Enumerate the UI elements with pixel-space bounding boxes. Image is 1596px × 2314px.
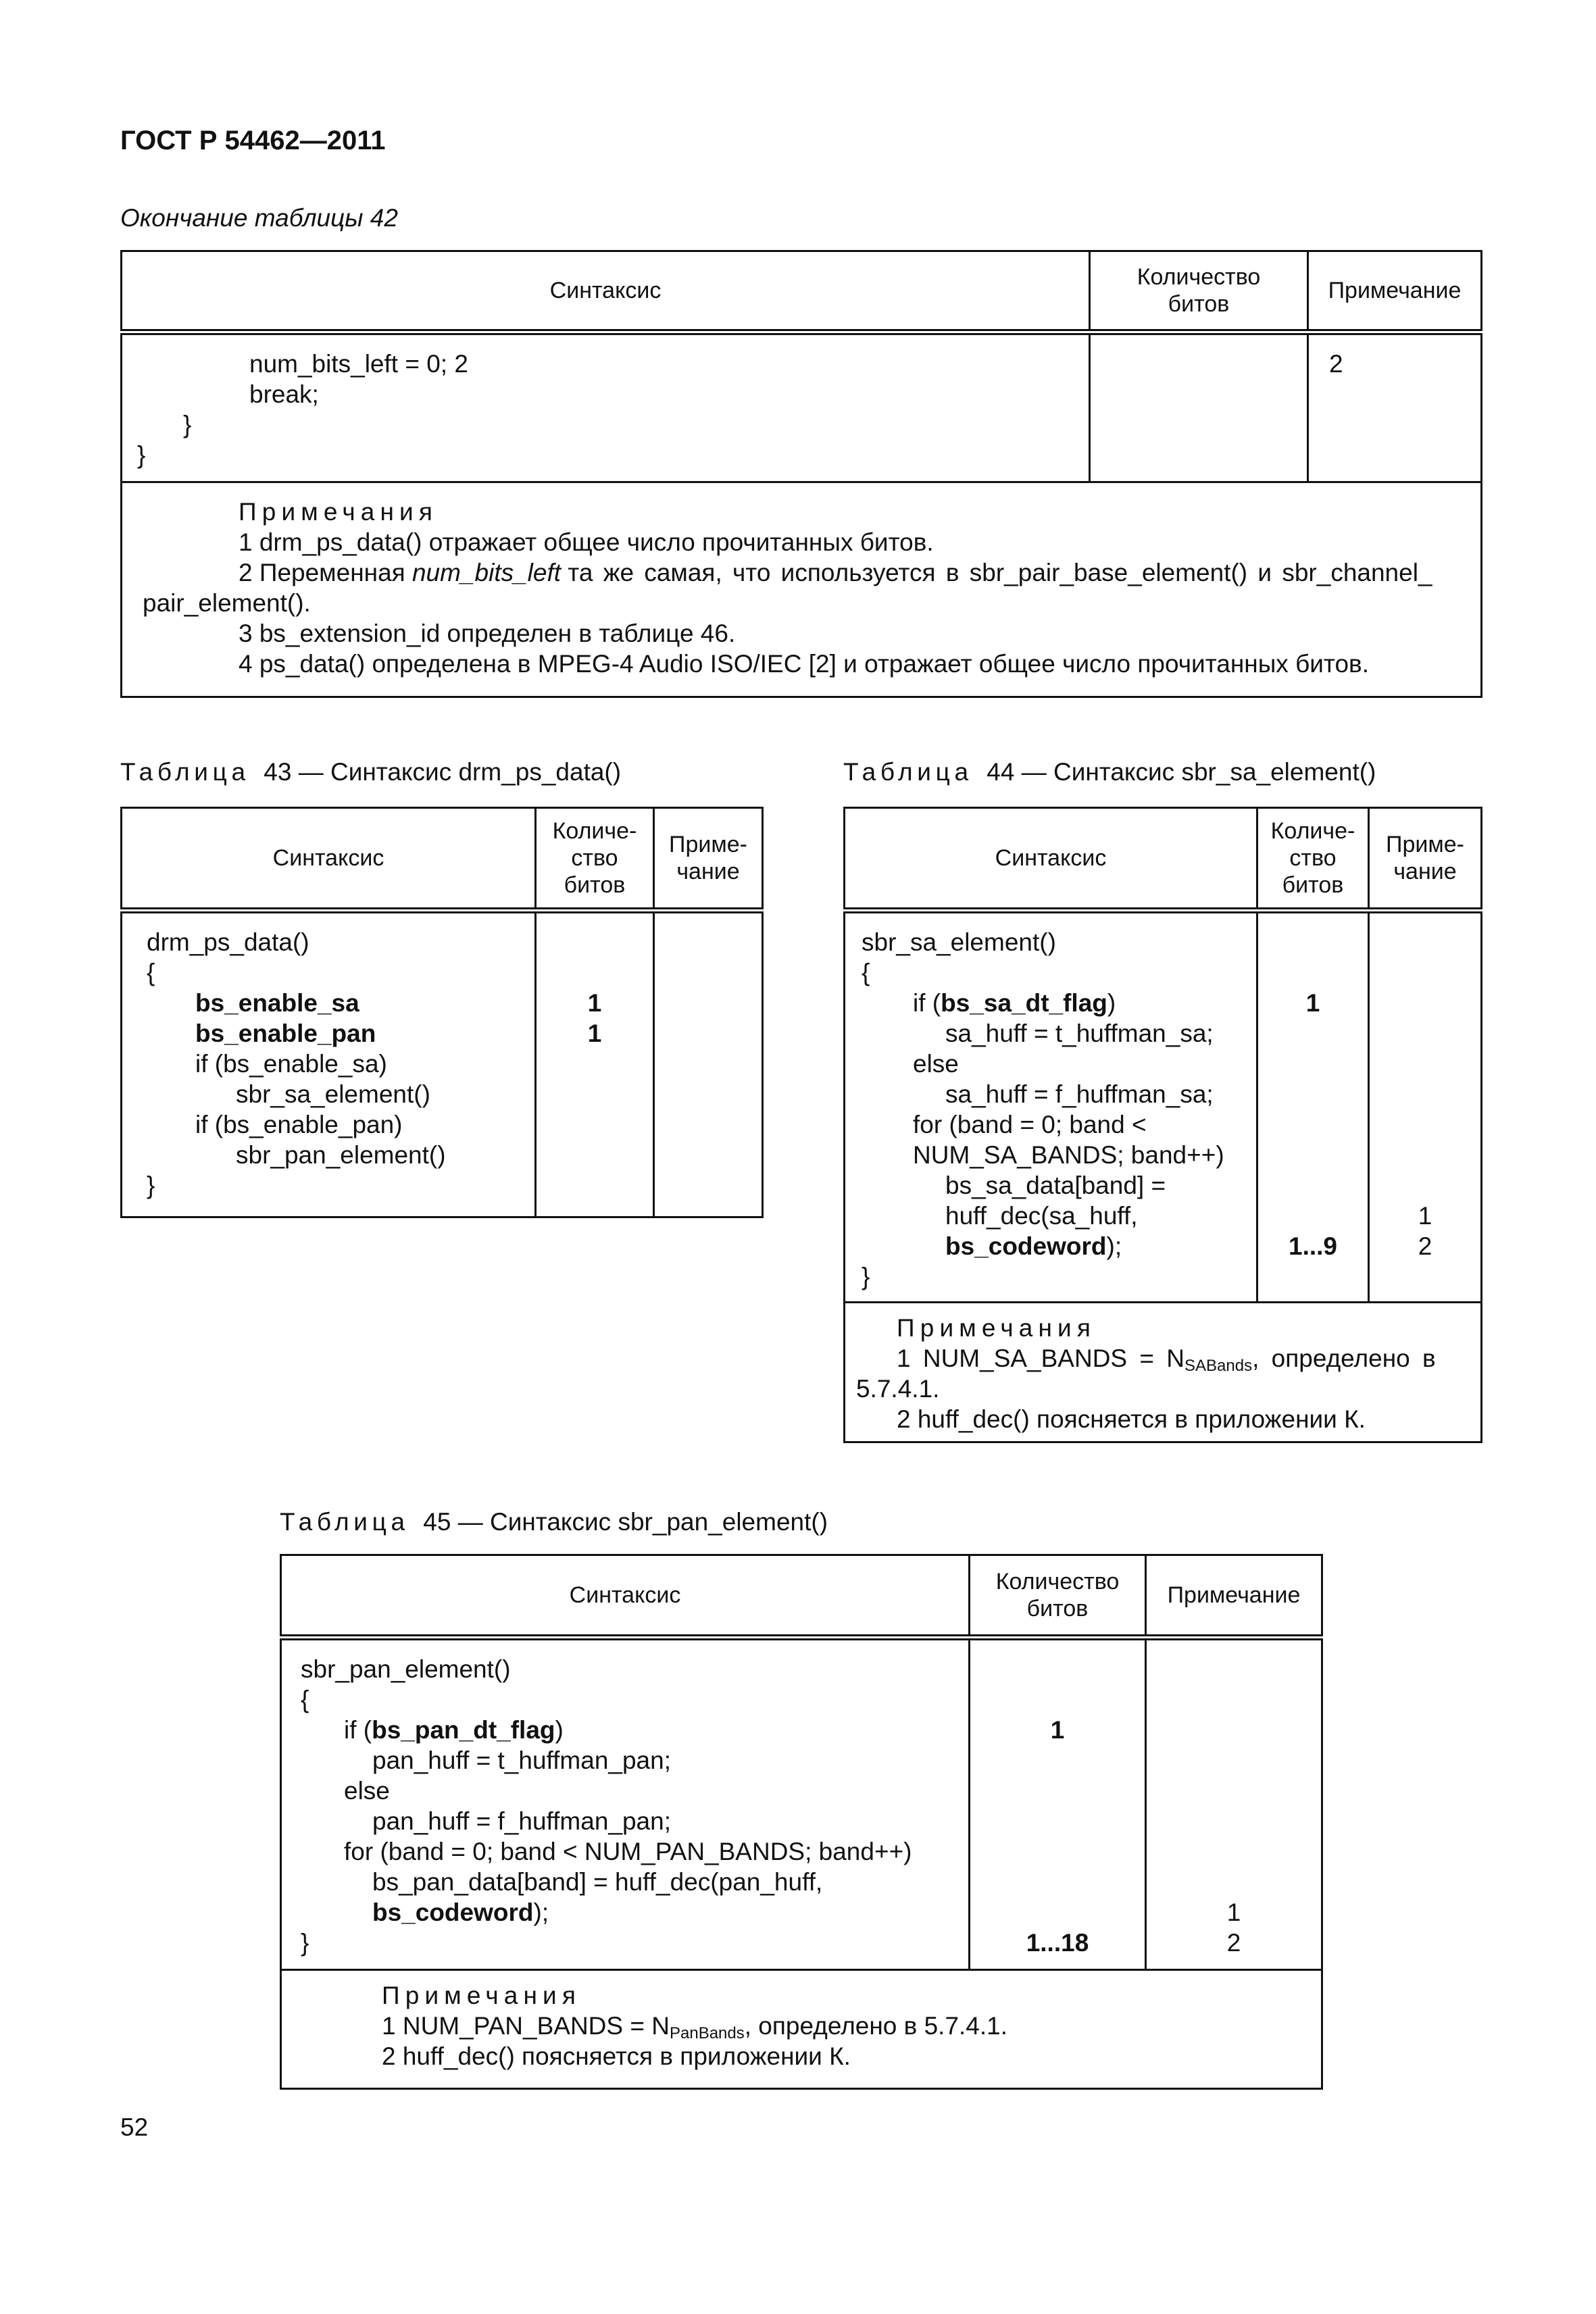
table42-caption: Окончание таблицы 42	[120, 204, 398, 232]
code-text: );	[533, 1898, 549, 1926]
col-header-note: Примечание	[1146, 1555, 1322, 1638]
col-header-syntax: Синтаксис	[845, 808, 1257, 911]
code-line: if (bs_enable_sa)	[195, 1050, 387, 1078]
code-line: else	[344, 1777, 390, 1805]
caption-text: 43 — Синтаксис drm_ps_data()	[264, 758, 622, 786]
code-line: }	[301, 1929, 309, 1957]
table43-caption	[120, 758, 621, 786]
note-subscript: SABands	[1184, 1357, 1253, 1375]
syntax-cell	[122, 332, 1090, 482]
code-keyword: bs_codeword	[372, 1898, 534, 1926]
code-line: sa_huff = t_huffman_sa;	[945, 1020, 1214, 1047]
note-line: 5.7.4.1.	[856, 1375, 940, 1403]
code-line: if (bs_enable_pan)	[195, 1111, 403, 1138]
code-line: num_bits_left = 0; 2	[249, 350, 468, 378]
code-line: sbr_sa_element()	[862, 928, 1056, 956]
note-line	[302, 2011, 1301, 2041]
caption-prefix: Таблица	[280, 1508, 409, 1536]
code-line: break;	[249, 380, 319, 408]
code-line: bs_sa_data[band] =	[945, 1172, 1166, 1199]
bits-value: 1	[1050, 1716, 1065, 1744]
page-number: 52	[120, 2113, 149, 2141]
bits-value: 1	[587, 1020, 602, 1047]
code-keyword: bs_codeword	[945, 1232, 1107, 1260]
code-text: );	[1106, 1232, 1122, 1260]
code-line: sbr_sa_element()	[236, 1080, 430, 1108]
note-line: 4 ps_data() определена в MPEG-4 Audio ISO/IEC [2] и отражает общее число прочитанных битов.	[239, 650, 1369, 678]
bits-cell	[536, 911, 654, 1217]
code-text: )	[555, 1716, 564, 1744]
code-line	[282, 1715, 968, 1745]
notes-title: Примечания	[897, 1314, 1097, 1342]
note-line: 1 drm_ps_data() отражает общее число прочитанных битов.	[239, 528, 934, 556]
code-line: }	[862, 1263, 870, 1290]
bits-cell	[1090, 332, 1308, 482]
note-line: pair_element().	[143, 589, 311, 617]
note-cell	[654, 911, 763, 1217]
col-header-note: Приме- чание	[1369, 808, 1482, 911]
code-line: {	[862, 959, 870, 986]
syntax-cell	[281, 1638, 970, 1970]
code-line: {	[147, 959, 155, 986]
code-line: drm_ps_data()	[147, 928, 309, 956]
caption-prefix: Таблица	[120, 758, 250, 786]
note-text: 2 Переменная	[239, 559, 405, 586]
code-line	[845, 988, 1256, 1018]
code-line: }	[147, 1172, 155, 1199]
col-header-note: Приме- чание	[654, 808, 763, 911]
code-text: if (	[344, 1716, 372, 1744]
note-line	[143, 557, 1460, 588]
col-header-bits-text: Количество битов	[1137, 264, 1261, 317]
bits-value: 1...18	[1026, 1929, 1089, 1957]
notes-title: Примечания	[382, 1982, 582, 2009]
note-variable: num_bits_left	[412, 559, 562, 586]
code-line: {	[301, 1686, 309, 1713]
caption-prefix: Таблица	[843, 758, 973, 786]
code-text: if (	[913, 989, 941, 1017]
code-line	[282, 1897, 968, 1928]
syntax-cell	[845, 911, 1257, 1303]
col-header-bits	[1090, 251, 1308, 332]
col-header-syntax: Синтаксис	[281, 1555, 970, 1638]
note-line: 3 bs_extension_id определен в таблице 46.	[239, 620, 736, 647]
note-ref: 2	[1329, 350, 1343, 378]
notes-title: Примечания	[239, 498, 439, 526]
code-line: for (band = 0; band < NUM_PAN_BANDS; band++)	[344, 1838, 912, 1865]
notes-cell	[845, 1303, 1482, 1442]
note-line	[856, 1343, 1470, 1374]
table42	[120, 250, 1482, 698]
caption-text: 45 — Синтаксис sbr_pan_element()	[423, 1508, 828, 1536]
note-text: , определено в	[1252, 1344, 1436, 1372]
bits-value: 1	[1305, 989, 1320, 1017]
note-text: 1 NUM_PAN_BANDS = N	[382, 2012, 670, 2040]
table43	[120, 807, 764, 1218]
code-line: sbr_pan_element()	[236, 1141, 446, 1169]
notes-cell	[281, 1970, 1322, 2089]
table44	[843, 807, 1482, 1443]
note-cell	[1146, 1638, 1322, 1970]
table45-caption	[280, 1508, 828, 1536]
note-text: 1 NUM_SA_BANDS = N	[897, 1344, 1184, 1372]
caption-text: 44 — Синтаксис sbr_sa_element()	[987, 758, 1376, 786]
note-ref: 1	[1226, 1898, 1241, 1926]
note-ref: 2	[1418, 1232, 1432, 1260]
note-text: та же самая, что используется в sbr_pair_base_element() и sbr_channel_	[568, 559, 1432, 586]
note-subscript: PanBands	[669, 2024, 745, 2042]
bits-value: 1	[587, 989, 602, 1017]
code-line: bs_enable_pan	[195, 1020, 376, 1047]
code-line: else	[913, 1050, 959, 1078]
col-header-syntax: Синтаксис	[122, 808, 536, 911]
code-keyword: bs_pan_dt_flag	[372, 1716, 555, 1744]
note-line: 2 huff_dec() поясняется в приложении К.	[897, 1405, 1366, 1433]
col-header-syntax: Синтаксис	[122, 251, 1090, 332]
note-cell	[1369, 911, 1482, 1303]
note-text: , определено в 5.7.4.1.	[744, 2012, 1008, 2040]
bits-cell	[1257, 911, 1369, 1303]
code-line: bs_pan_data[band] = huff_dec(pan_huff,	[372, 1868, 823, 1896]
col-header-bits: Количе- ство битов	[1257, 808, 1369, 911]
code-line: for (band = 0; band <	[913, 1111, 1147, 1138]
note-line: 2 huff_dec() поясняется в приложении К.	[382, 2042, 851, 2070]
code-line: pan_huff = f_huffman_pan;	[372, 1807, 671, 1835]
col-header-bits	[970, 1555, 1146, 1638]
col-header-note: Примечание	[1308, 251, 1482, 332]
table44-caption	[843, 758, 1376, 786]
note-ref: 2	[1226, 1929, 1241, 1957]
code-line	[845, 1231, 1256, 1261]
bits-value: 1...9	[1289, 1232, 1337, 1260]
bits-cell	[970, 1638, 1146, 1970]
col-header-bits: Количе- ство битов	[536, 808, 654, 911]
syntax-cell	[122, 911, 536, 1217]
code-line: sa_huff = f_huffman_sa;	[945, 1080, 1214, 1108]
code-line: pan_huff = t_huffman_pan;	[372, 1746, 671, 1774]
code-line: sbr_pan_element()	[301, 1655, 511, 1683]
col-header-bits-text: Количество битов	[995, 1569, 1120, 1621]
code-line: bs_enable_sa	[195, 989, 359, 1017]
document-code: ГОСТ Р 54462—2011	[120, 126, 386, 155]
note-cell	[1308, 332, 1482, 482]
code-keyword: bs_sa_dt_flag	[941, 989, 1107, 1017]
code-line: }	[183, 411, 192, 438]
code-text: )	[1107, 989, 1116, 1017]
code-line: NUM_SA_BANDS; band++)	[913, 1141, 1224, 1169]
notes-cell	[122, 482, 1482, 697]
code-line: }	[137, 441, 146, 469]
note-ref: 1	[1418, 1202, 1432, 1230]
code-line: huff_dec(sa_huff,	[945, 1202, 1138, 1230]
table45	[280, 1554, 1323, 2090]
